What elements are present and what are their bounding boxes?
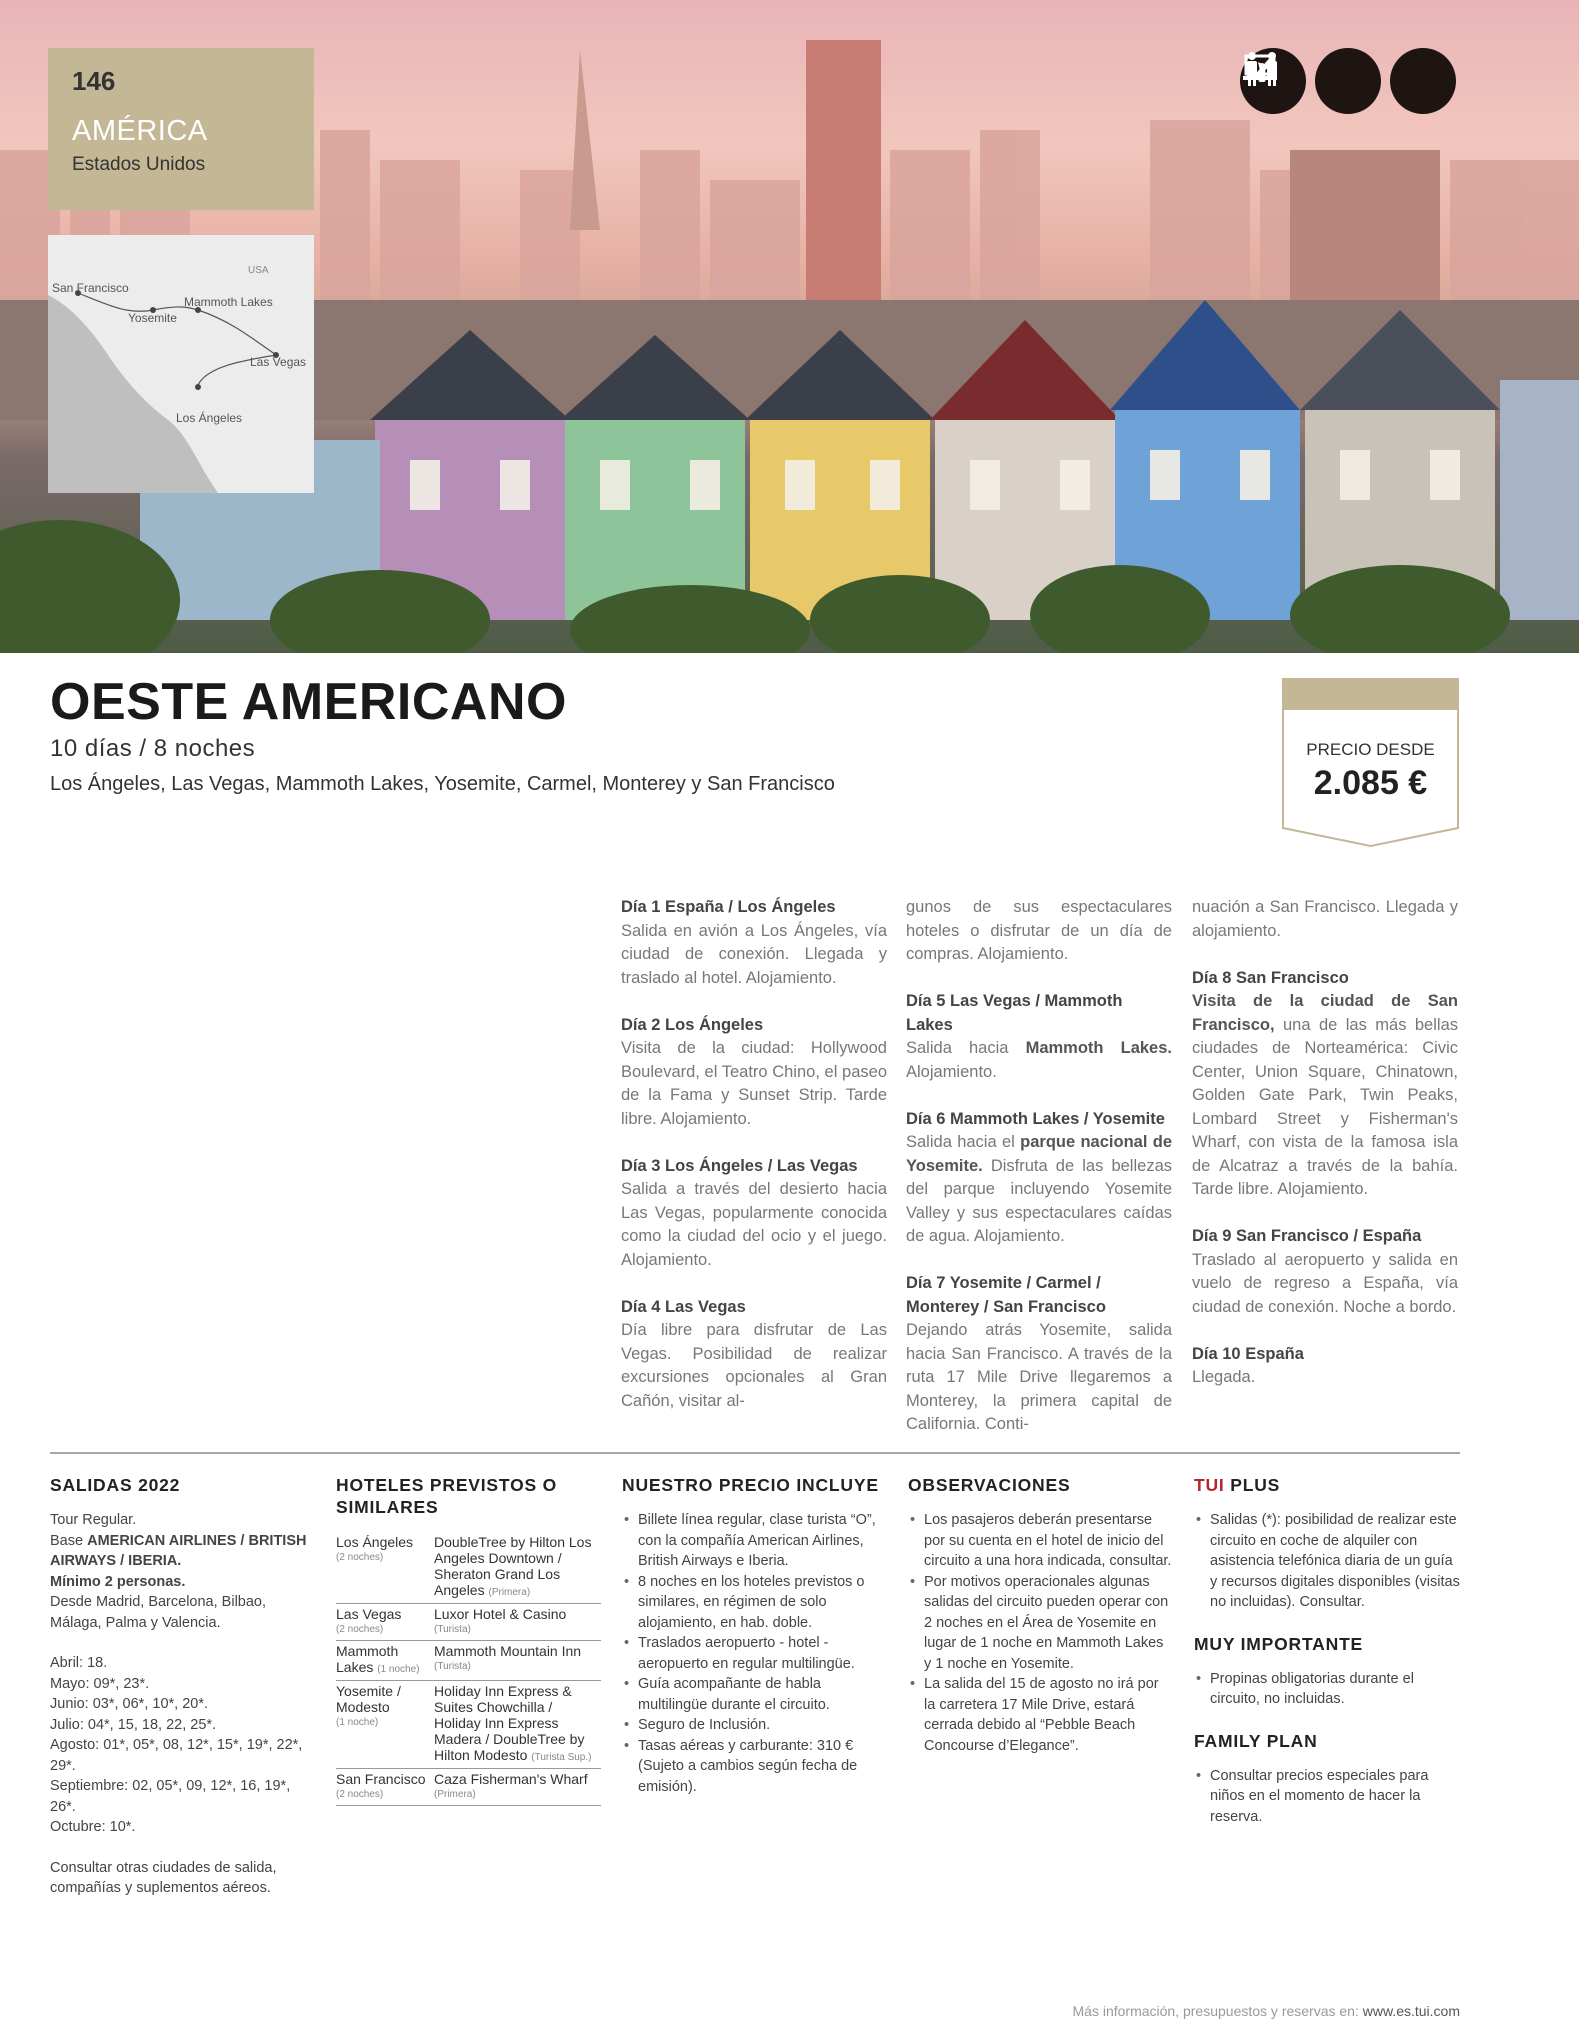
itinerary-day-7: Día 7 Yosemite / Carmel / Monterey / San Francisco Dejando atrás Yosemite, salida hacia San Francisco. A través de la ruta 17 Mile Drive llegaremos a Monterey, la primera capital de California. Conti- bbox=[906, 1274, 1172, 1433]
tui-plus-heading: TUI PLUS bbox=[1194, 1475, 1281, 1495]
salidas-date: Octubre: 10*. bbox=[50, 1819, 136, 1835]
itinerary-day-1: Día 1 España / Los Ángeles Salida en avión a Los Ángeles, vía ciudad de conexión. Llegada y traslado al hotel. Alojamiento. bbox=[621, 898, 887, 987]
salidas-from: Desde Madrid, Barcelona, Bilbao, Málaga, Palma y Valencia. bbox=[50, 1594, 267, 1631]
list-item: • Tasas aéreas y carburante: 310 € (Sujeto a cambios según fecha de emisión). bbox=[622, 1736, 887, 1798]
route-map bbox=[48, 235, 314, 493]
itinerary-column-2 bbox=[906, 896, 1172, 1460]
section-badge bbox=[48, 48, 314, 210]
hotels-table bbox=[336, 1532, 601, 1806]
price-amount: 2.085 € bbox=[1313, 764, 1428, 802]
hoteles-heading: HOTELES PREVISTOS O SIMILARES bbox=[336, 1475, 558, 1517]
page-number: 146 bbox=[72, 66, 116, 96]
map-city-mammoth-lakes: Mammoth Lakes bbox=[184, 295, 273, 309]
list-item: • Los pasajeros deberán presentarse por su cuenta en el hotel de inicio del circuito a una hora indicada, consultar. bbox=[908, 1510, 1173, 1572]
itinerary-day-7-continued: nuación a San Francisco. Llegada y alojamiento. bbox=[1192, 898, 1458, 940]
table-row: San Francisco (2 noches) Caza Fisherman's Wharf (Primera) bbox=[336, 1769, 601, 1806]
family-plan-list bbox=[1194, 1766, 1460, 1828]
family-icon bbox=[1390, 48, 1456, 114]
salidas-note: Consultar otras ciudades de salida, compañías y suplementos aéreos. bbox=[50, 1859, 277, 1896]
price-label: PRECIO DESDE bbox=[1306, 740, 1435, 759]
checkmark-icon bbox=[1315, 48, 1381, 114]
itinerary-day-4-continued: gunos de sus espectaculares hoteles o disfrutar de un día de compras. Alojamiento. bbox=[906, 898, 1172, 963]
list-item: • Guía acompañante de habla multilingüe durante el circuito. bbox=[622, 1674, 887, 1715]
feature-icons bbox=[1240, 48, 1456, 114]
hero-photo bbox=[0, 0, 1579, 653]
salidas-date: Septiembre: 02, 05*, 09, 12*, 16, 19*, 26*. bbox=[50, 1778, 291, 1815]
price-box bbox=[1282, 678, 1459, 848]
itinerary-column-3 bbox=[1192, 896, 1458, 1413]
salidas-date: Junio: 03*, 06*, 10*, 20*. bbox=[50, 1696, 209, 1712]
map-city-los-angeles: Los Ángeles bbox=[176, 411, 243, 425]
salidas-date: Mayo: 09*, 23*. bbox=[50, 1675, 150, 1692]
price-box-shape bbox=[1282, 678, 1459, 848]
region-label: AMÉRICA bbox=[72, 115, 208, 147]
itinerary-day-10: Día 10 España Llegada. bbox=[1192, 1344, 1304, 1386]
footer-link[interactable]: www.es.tui.com bbox=[1362, 2003, 1460, 2019]
incluye-heading: NUESTRO PRECIO INCLUYE bbox=[622, 1475, 879, 1495]
salidas-date: Agosto: 01*, 05*, 08, 12*, 15*, 19*, 22*, 29*. bbox=[50, 1737, 303, 1774]
map-country-label: USA bbox=[248, 265, 269, 276]
list-item: • La salida del 15 de agosto no irá por la carretera 17 Mile Drive, estará cerrada debido al “Pebble Beach Concourse d’Elegance”. bbox=[908, 1674, 1173, 1756]
salidas-date: Abril: 18. bbox=[50, 1655, 108, 1671]
salidas-tour: Tour Regular. bbox=[50, 1512, 137, 1528]
itinerary-day-2: Día 2 Los Ángeles Visita de la ciudad: Hollywood Boulevard, el Teatro Chino, el paseo de la Fama y Sunset Strip. Tarde libre. Alojamiento. bbox=[621, 1015, 887, 1128]
family-plan-heading: FAMILY PLAN bbox=[1194, 1730, 1318, 1751]
muy-importante-list bbox=[1194, 1669, 1460, 1710]
itinerary-day-8: Día 8 San Francisco Visita de la ciudad de San Francisco, una de las más bellas ciudades de Norteamérica: Civic Center, Union Square, Chinatown, Golden Gate Park, Twin Peaks, Lombard Street y Fisherman's Wharf, con vista de la famosa isla de Alcatraz a través de la bahía. Tarde libre. Alojamiento. bbox=[1192, 968, 1458, 1198]
tour-title: OESTE AMERICANO bbox=[50, 673, 567, 731]
hoteles-section bbox=[336, 1474, 606, 1806]
list-item: • Salidas (*): posibilidad de realizar este circuito en coche de alquiler con asistencia telefónica diaria de un guía y recursos digitales disponibles (visitas no incluidas). Consultar. bbox=[1194, 1510, 1460, 1613]
itinerary-day-6: Día 6 Mammoth Lakes / Yosemite Salida hacia el parque nacional de Yosemite. Disfruta de las bellezas del parque incluyendo Yosemite Valley y sus espectaculares caídas de agua. Alojamiento. bbox=[906, 1109, 1172, 1245]
map-city-san-francisco: San Francisco bbox=[52, 281, 129, 295]
table-row: Las Vegas (2 noches) Luxor Hotel & Casino (Turista) bbox=[336, 1604, 601, 1641]
map-city-yosemite: Yosemite bbox=[128, 311, 177, 325]
list-item: • Por motivos operacionales algunas salidas del circuito pueden operar con 2 noches en el Área de Yosemite en lugar de 1 noche en Mammoth Lakes y 1 noche en Yosemite. bbox=[908, 1572, 1173, 1675]
list-item: • Seguro de Inclusión. bbox=[622, 1715, 887, 1736]
itinerary-day-9: Día 9 San Francisco / España Traslado al aeropuerto y salida en vuelo de regreso a España, vía ciudad de conexión. Noche a bordo. bbox=[1192, 1227, 1458, 1316]
itinerary-column-1 bbox=[621, 896, 887, 1437]
salidas-airlines: Base AMERICAN AIRLINES / BRITISH AIRWAYS / IBERIA. bbox=[50, 1532, 307, 1569]
table-row: Mammoth Lakes (1 noche) Mammoth Mountain Inn (Turista) bbox=[336, 1641, 601, 1681]
salidas-date: Julio: 04*, 15, 18, 22, 25*. bbox=[50, 1716, 217, 1733]
tour-route: Los Ángeles, Las Vegas, Mammoth Lakes, Yosemite, Carmel, Monterey y San Francisco bbox=[50, 773, 835, 795]
itinerary-day-4: Día 4 Las Vegas Día libre para disfrutar de Las Vegas. Posibilidad de realizar excursiones opcionales al Gran Cañón, visitar al- bbox=[621, 1297, 887, 1410]
tour-duration: 10 días / 8 noches bbox=[50, 735, 256, 762]
section-divider bbox=[50, 1452, 1460, 1454]
salidas-heading: SALIDAS 2022 bbox=[50, 1475, 181, 1495]
list-item: • 8 noches en los hoteles previstos o similares, en régimen de solo alojamiento, en hab. doble. bbox=[622, 1572, 887, 1634]
salidas-section bbox=[50, 1474, 315, 1899]
itinerary-day-3: Día 3 Los Ángeles / Las Vegas Salida a través del desierto hacia Las Vegas, popularmente conocida como la ciudad del ocio y el juego. Alojamiento. bbox=[621, 1156, 887, 1269]
incluye-list bbox=[622, 1510, 887, 1797]
incluye-section bbox=[622, 1474, 887, 1797]
list-item: • Billete línea regular, clase turista “O”, con la compañía American Airlines, British Airways e Iberia. bbox=[622, 1510, 887, 1572]
table-row: Los Ángeles (2 noches) DoubleTree by Hilton Los Angeles Downtown / Sheraton Grand Los Angeles (Primera) bbox=[336, 1532, 601, 1604]
itinerary-day-5: Día 5 Las Vegas / Mammoth Lakes Salida hacia Mammoth Lakes. Alojamiento. bbox=[906, 992, 1172, 1081]
muy-importante-heading: MUY IMPORTANTE bbox=[1194, 1633, 1364, 1654]
list-item: • Propinas obligatorias durante el circuito, no incluidas. bbox=[1194, 1669, 1460, 1710]
country-label: Estados Unidos bbox=[72, 154, 206, 175]
map-city-las-vegas: Las Vegas bbox=[250, 355, 307, 369]
list-item: • Traslados aeropuerto - hotel - aeropuerto en regular multilingüe. bbox=[622, 1633, 887, 1674]
extras-section bbox=[1194, 1474, 1460, 1827]
tui-plus-list bbox=[1194, 1510, 1460, 1613]
table-row: Yosemite / Modesto (1 noche) Holiday Inn Express & Suites Chowchilla / Holiday Inn Express Madera / DoubleTree by Hilton Modesto (Turista Sup.) bbox=[336, 1681, 601, 1769]
list-item: • Consultar precios especiales para niños en el momento de hacer la reserva. bbox=[1194, 1766, 1460, 1828]
observaciones-section bbox=[908, 1474, 1173, 1756]
observaciones-heading: OBSERVACIONES bbox=[908, 1475, 1071, 1495]
observaciones-list bbox=[908, 1510, 1173, 1756]
salidas-minimum: Mínimo 2 personas. bbox=[50, 1573, 186, 1590]
footer: Más información, presupuestos y reservas en: www.es.tui.com bbox=[1072, 2003, 1460, 2019]
